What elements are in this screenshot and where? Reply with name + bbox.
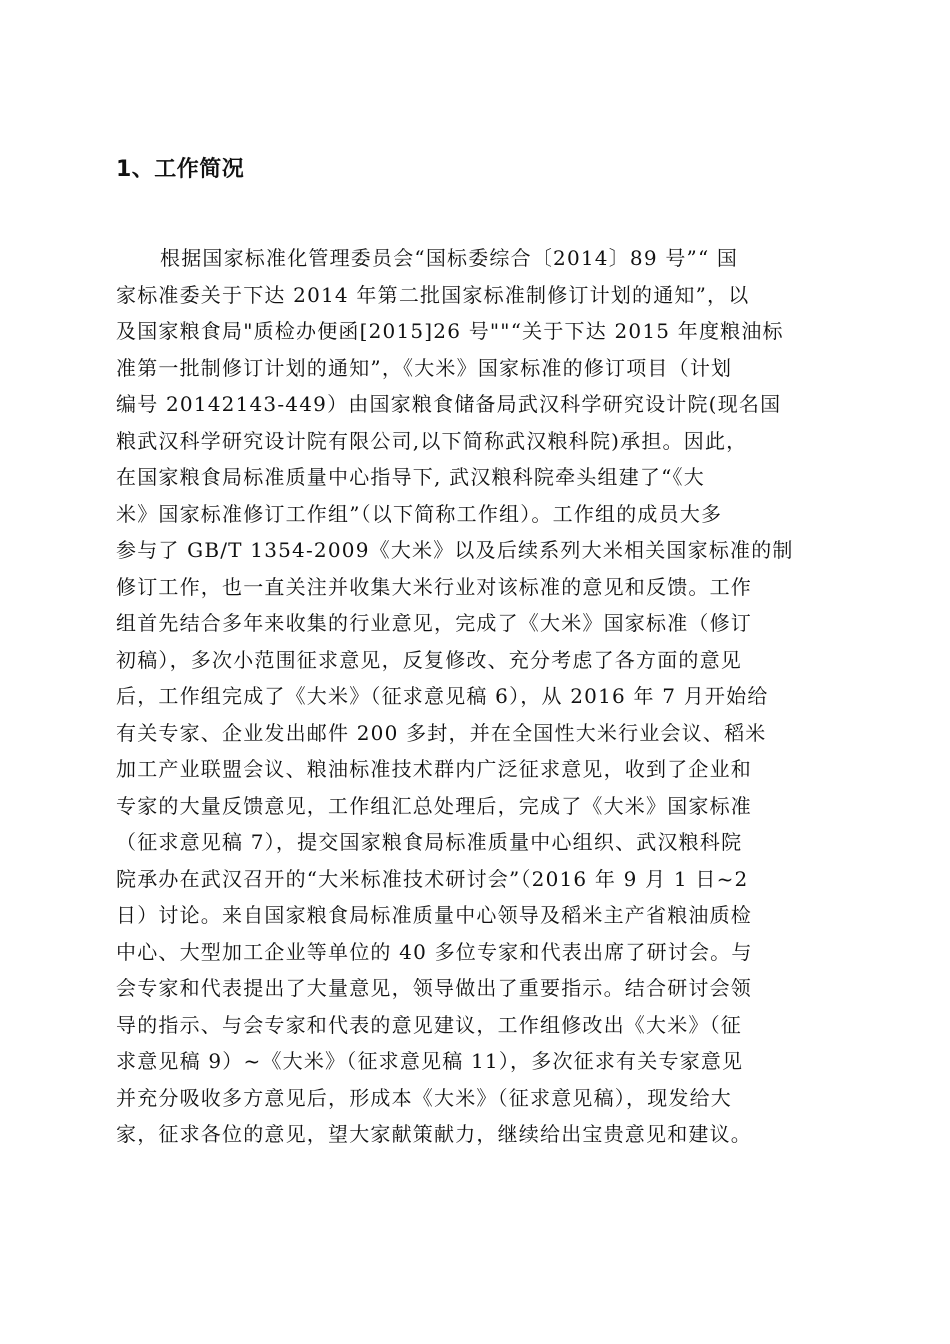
paragraph-line: 专家的大量反馈意见，工作组汇总处理后，完成了《大米》国家标准 [116, 793, 752, 818]
paragraph-line: 有关专家、企业发出邮件 200 多封，并在全国性大米行业会议、稻米 [116, 720, 767, 745]
paragraph-line: 家，征求各位的意见，望大家献策献力，继续给出宝贵意见和建议。 [116, 1122, 752, 1146]
paragraph-line: 中心、大型加工企业等单位的 40 多位专家和代表出席了研讨会。与 [116, 939, 753, 964]
paragraph-line: 及国家粮食局"质检办便函[2015]26 号""“关于下达 2015 年度粮油标 [116, 319, 784, 343]
paragraph-line: 米》国家标准修订工作组”（以下简称工作组）。工作组的成员大多 [116, 501, 723, 526]
paragraph-line: 后，工作组完成了《大米》（征求意见稿 6），从 2016 年 7 月开始给 [116, 684, 769, 708]
paragraph-line: 参与了 GB/T 1354-2009《大米》以及后续系列大米相关国家标准的制 [116, 538, 794, 562]
paragraph-line: 修订工作，也一直关注并收集大米行业对该标准的意见和反馈。工作 [116, 574, 752, 599]
body-paragraph [116, 240, 836, 1153]
paragraph-line: 根据国家标准化管理委员会“国标委综合〔2014〕89 号”“ 国 [160, 246, 739, 270]
paragraph-line: （征求意见稿 7），提交国家粮食局标准质量中心组织、武汉粮科院 [116, 830, 743, 854]
paragraph-line: 家标准委关于下达 2014 年第二批国家标准制修订计划的通知”，以 [116, 282, 750, 307]
paragraph-line: 会专家和代表提出了大量意见，领导做出了重要指示。结合研讨会领 [116, 976, 752, 1000]
paragraph-line: 日）讨论。来自国家粮食局标准质量中心领导及稻米主产省粮油质检 [116, 903, 752, 927]
paragraph-line: 加工产业联盟会议、粮油标准技术群内广泛征求意见，收到了企业和 [116, 757, 752, 781]
paragraph-line: 粮武汉科学研究设计院有限公司,以下简称武汉粮科院)承担。因此， [116, 428, 748, 453]
paragraph-line: 准第一批制修订计划的通知”，《大米》国家标准的修订项目（计划 [116, 355, 733, 380]
paragraph-line: 院承办在武汉召开的“大米标准技术研讨会”（2016 年 9 月 1 日~2 [116, 866, 749, 891]
section-heading: 1、工作简况 [116, 157, 245, 182]
paragraph-line: 在国家粮食局标准质量中心指导下, 武汉粮科院牵头组建了“《大 [116, 465, 705, 489]
paragraph-line: 导的指示、与会专家和代表的意见建议，工作组修改出《大米》（征 [116, 1012, 742, 1037]
paragraph-line: 求意见稿 9）~《大米》（征求意见稿 11），多次征求有关专家意见 [116, 1049, 744, 1073]
paragraph-line: 组首先结合多年来收集的行业意见，完成了《大米》国家标准（修订 [116, 611, 752, 635]
paragraph-line: 初稿），多次小范围征求意见，反复修改、充分考虑了各方面的意见 [116, 647, 742, 672]
paragraph-line: 编号 20142143-449）由国家粮食储备局武汉科学研究设计院(现名国 [116, 392, 782, 416]
paragraph-line: 并充分吸收多方意见后，形成本《大米》（征求意见稿），现发给大 [116, 1085, 732, 1110]
